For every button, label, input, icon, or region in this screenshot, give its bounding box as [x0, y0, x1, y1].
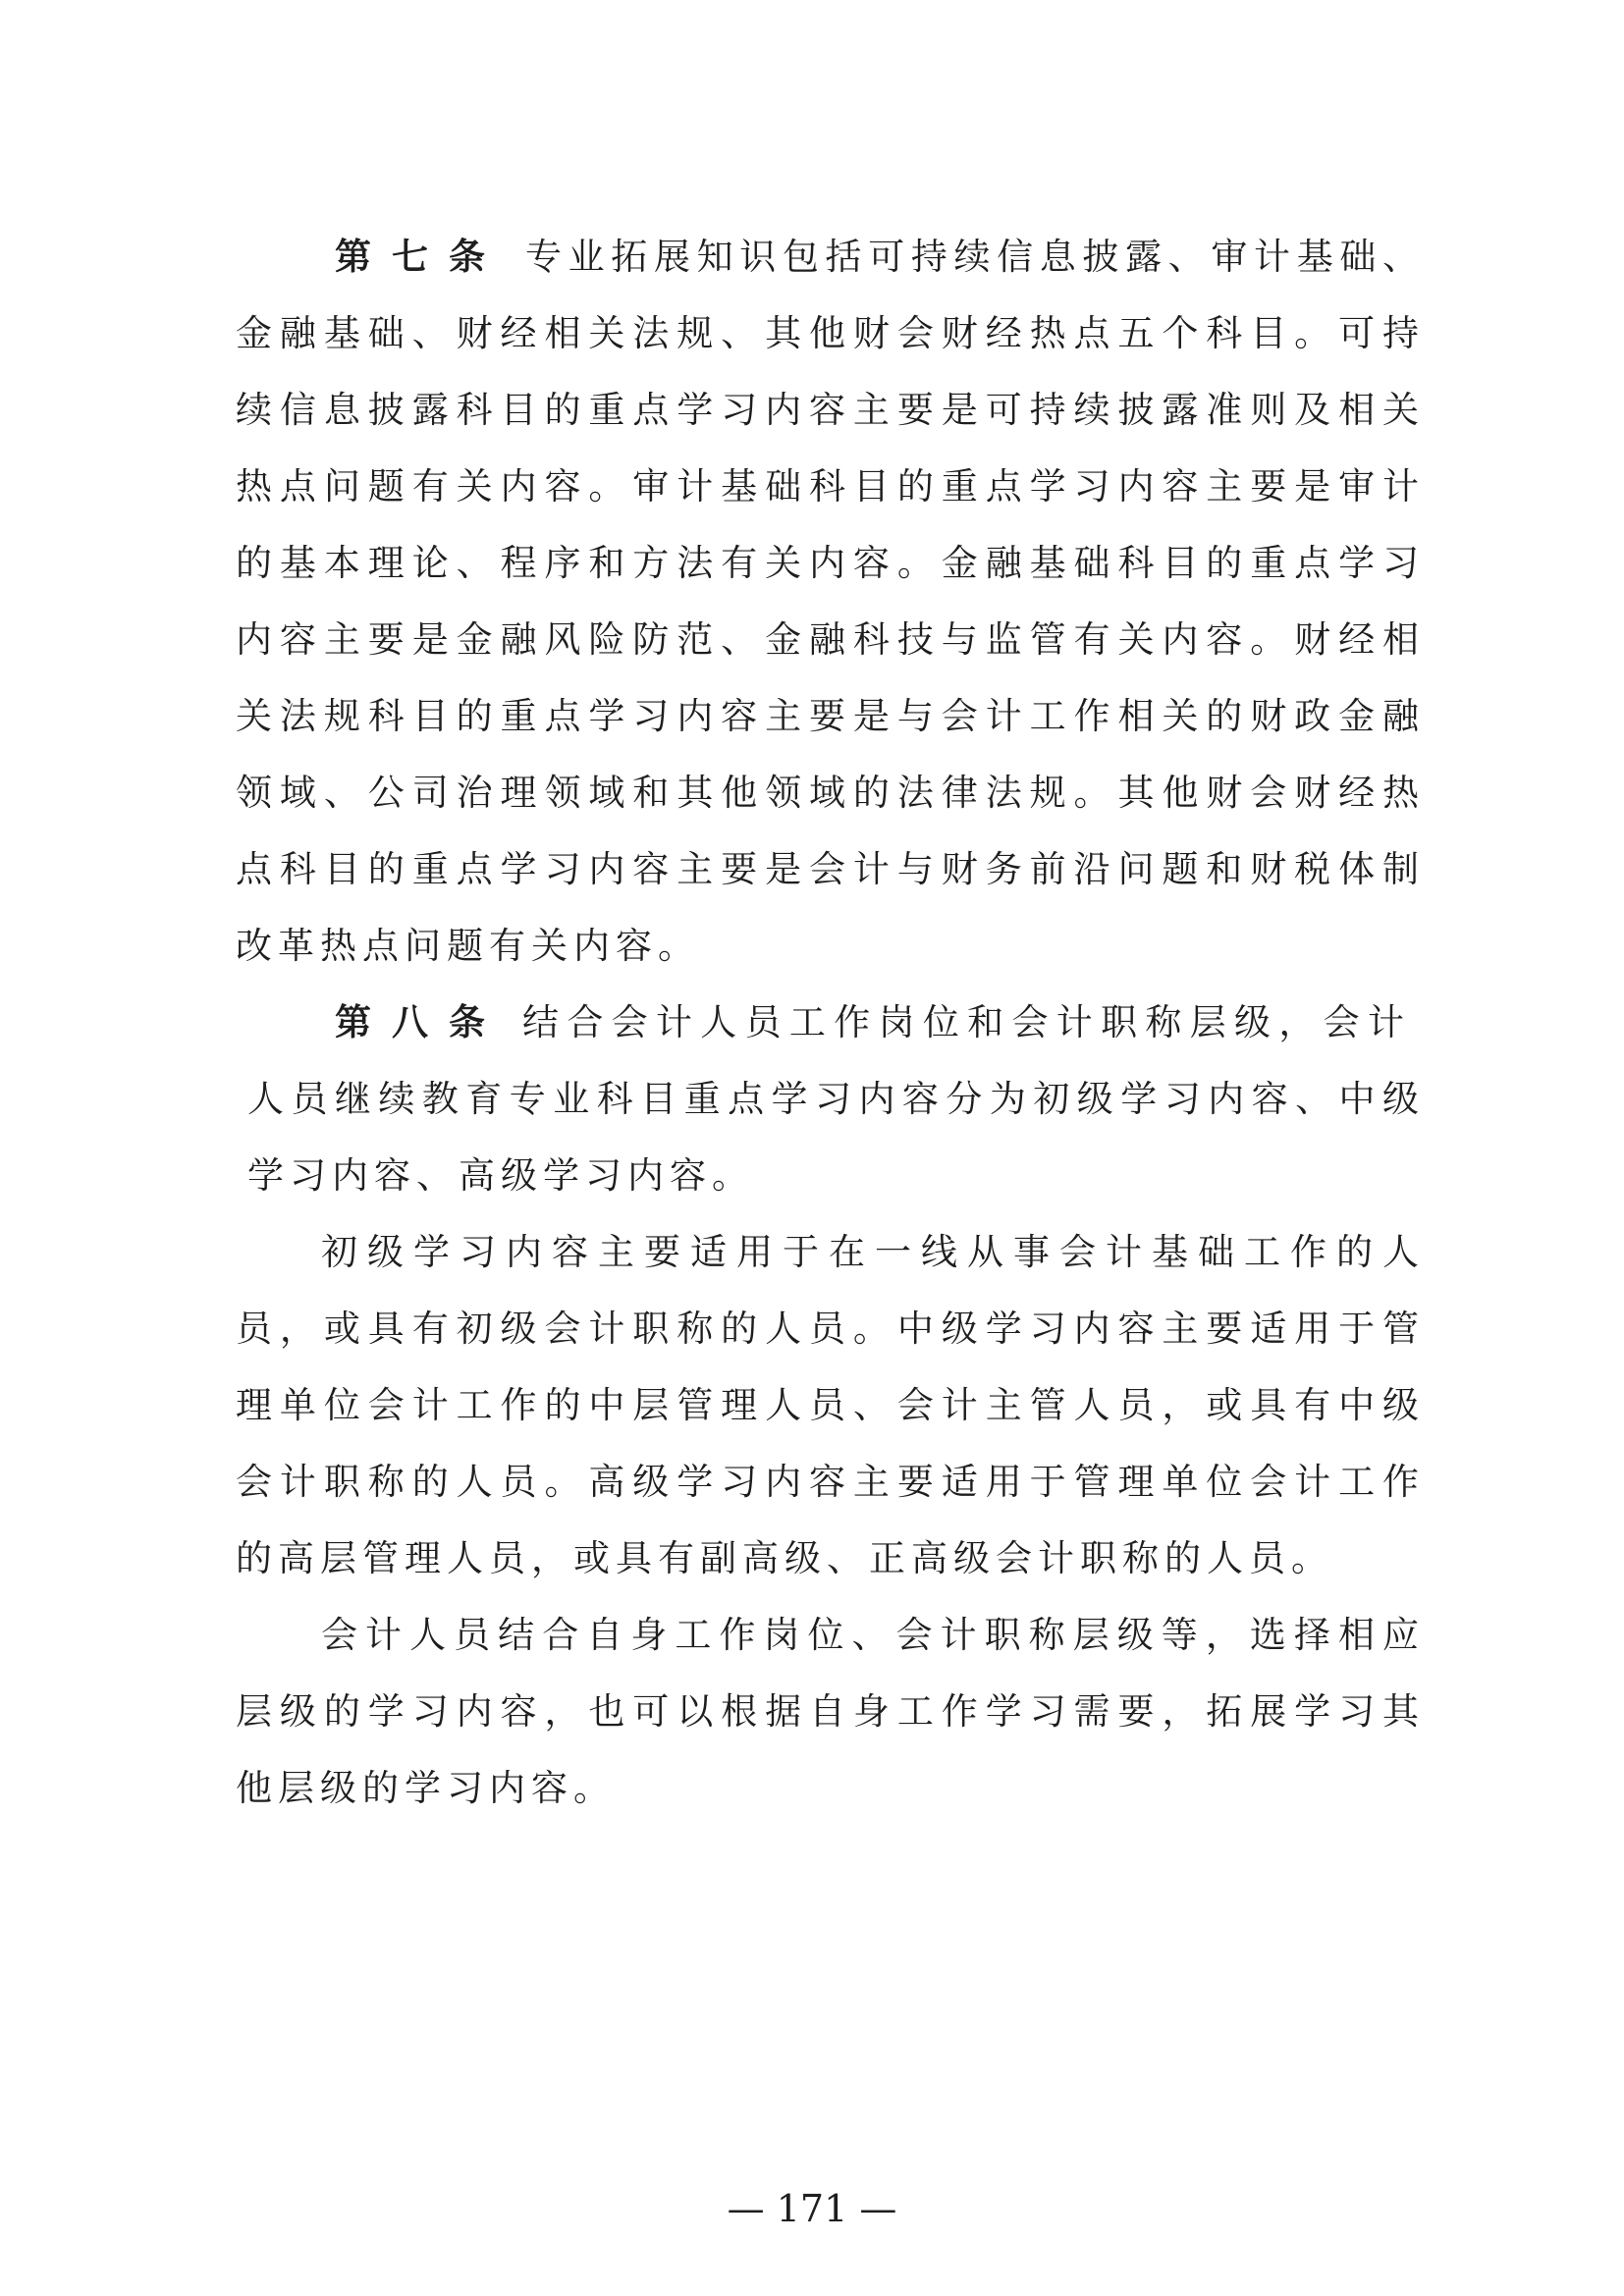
- text-line: 关法规科目的重点学习内容主要是与会计工作相关的财政金融: [236, 695, 1419, 737]
- page-number: — 171 —: [727, 2187, 897, 2230]
- text-line: 人员继续教育专业科目重点学习内容分为初级学习内容、中级: [247, 1078, 1419, 1120]
- text-line: 理单位会计工作的中层管理人员、会计主管人员，或具有中级: [236, 1384, 1419, 1426]
- article-8-heading: 第八条: [335, 1001, 485, 1043]
- text-line: 层级的学习内容，也可以根据自身工作学习需要，拓展学习其: [236, 1690, 1419, 1733]
- text-line: 内容主要是金融风险防范、金融科技与监管有关内容。财经相: [236, 618, 1419, 661]
- text-line: 会计职称的人员。高级学习内容主要适用于管理单位会计工作: [236, 1461, 1419, 1503]
- text-line: 续信息披露科目的重点学习内容主要是可持续披露准则及相关: [236, 389, 1419, 431]
- text-line: 初级学习内容主要适用于在一线从事会计基础工作的人: [321, 1231, 1419, 1273]
- text-line: 员，或具有初级会计职称的人员。中级学习内容主要适用于管: [236, 1308, 1419, 1350]
- text-line: 的基本理论、程序和方法有关内容。金融基础科目的重点学习: [236, 542, 1419, 584]
- text-line: 热点问题有关内容。审计基础科目的重点学习内容主要是审计: [236, 465, 1419, 507]
- text-line: 领域、公司治理领域和其他领域的法律法规。其他财会财经热: [236, 772, 1419, 814]
- text-line: 专业拓展知识包括可持续信息披露、审计基础、: [525, 236, 1419, 278]
- article-7-heading: 第七条: [335, 236, 485, 278]
- text-line: 会计人员结合自身工作岗位、会计职称层级等，选择相应: [321, 1614, 1419, 1656]
- text-line: 学习内容、高级学习内容。: [247, 1154, 754, 1197]
- text-line: 他层级的学习内容。: [236, 1767, 616, 1809]
- text-line: 结合会计人员工作岗位和会计职称层级，会计: [522, 1001, 1404, 1043]
- text-line: 金融基础、财经相关法规、其他财会财经热点五个科目。可持: [236, 312, 1419, 354]
- text-line: 改革热点问题有关内容。: [236, 925, 700, 967]
- text-line: 点科目的重点学习内容主要是会计与财务前沿问题和财税体制: [236, 848, 1419, 890]
- text-line: 的高层管理人员，或具有副高级、正高级会计职称的人员。: [236, 1537, 1333, 1579]
